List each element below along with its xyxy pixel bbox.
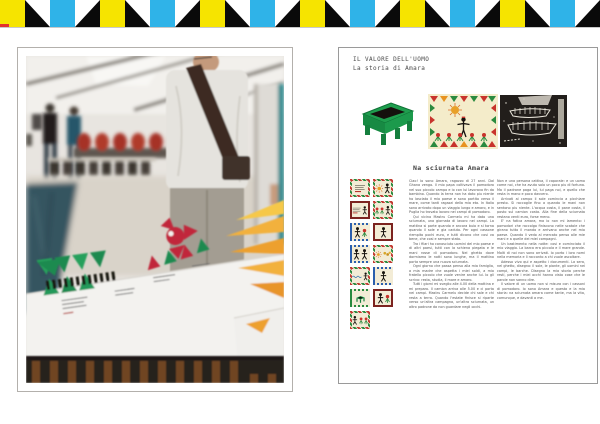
border-cell-cyan (550, 0, 575, 27)
border-cell-yellow (400, 0, 425, 27)
body-paragraph: Ogni giorno che passa penso alla mia famiglia, a mia madre che aspetta i miei soldi, a mio fratello piccolo che vuole venire anche lui. Io gli scrivo: resta, studia, il mare e amaro. (409, 264, 494, 282)
decorative-border (0, 0, 600, 28)
page-subtitle: La storia di Amara (353, 65, 426, 72)
border-cell-tri-right (175, 0, 200, 27)
story-stamp-textlines (350, 179, 370, 197)
border-cell-tri-left (25, 0, 50, 27)
framed-photo (17, 47, 293, 392)
border-cell-cyan (150, 0, 175, 27)
story-stamp-sun-figure (373, 179, 393, 197)
border-cell-yellow (0, 0, 25, 27)
body-paragraph: Qui vicino Mastru Carmelu mi ha dato una sciurnata, una giornata di lavoro nei campi. La mattina si parte quando e ancora buio e si torna quando il sole e gia caduto. Per ogni cassone riempito pochi euro, e tutti dicono che cosi va bene, che cosi e sempre stato. (409, 214, 494, 242)
stamp-column-left (350, 179, 370, 329)
border-cell-tri-left (225, 0, 250, 27)
border-cell-tri-left (125, 0, 150, 27)
story-stamp-textlines-figure (350, 201, 370, 219)
border-cell-yellow (100, 0, 125, 27)
body-paragraph: Un bastimento nella notte: cosi e cominciato il mio viaggio. La barca era piccola e il mare grande. Molti di noi non sono arrivati. Io porto i loro nomi nella memoria e li racconto a chi vuole ascoltare. (497, 241, 585, 260)
border-cell-tri-right (475, 0, 500, 27)
stamp-column-right (373, 179, 393, 307)
border-cell-cyan (450, 0, 475, 27)
border-cell-cyan (350, 0, 375, 27)
border-cell-tri-left (325, 0, 350, 27)
story-stamp-stool (350, 289, 370, 307)
gallery-photo-art (26, 56, 284, 383)
border-cell-tri-right (575, 0, 600, 27)
body-paragraph: Il valore di un uomo non si misura con i cassoni di pomodoro. Io sono Amara e questa e la mia storia: na sciurnata amara come tante, ma la vita, comunque, e davanti a me. (497, 282, 585, 300)
body-paragraph: Non e una persona cattiva, il caporale: e un uomo come noi, che ha avuto solo un poco piu di fortuna. Ma il padrone paga lui, lui paga noi, e quello che resta in mano e poco davvero. (497, 179, 585, 197)
border-cell-cyan (50, 0, 75, 27)
body-paragraph: Tutti i giorni mi sveglio alle 4.00 della mattina e mi preparo. Il camion arriva alle 5.00 e ci porta nei campi. Mastru Carmelu decide chi sale e chi resta a terra. Quando l'estate finisce si riparte verso un'altra campagna, un'altra sciurnata, un altro padrone da non guardare negli occhi. (409, 282, 494, 309)
border-cell-tri-right (375, 0, 400, 27)
bag-body (222, 156, 250, 180)
border-cell-tri-right (275, 0, 300, 27)
story-stamp-plant-plant-figure (373, 201, 393, 219)
story-page (338, 47, 598, 384)
border-cell-yellow (200, 0, 225, 27)
story-stamp-sun-coins (373, 245, 393, 263)
body-text-column-1 (409, 179, 494, 381)
border-cell-yellow (300, 0, 325, 27)
chalk-boats-blackboard-photo (500, 95, 567, 147)
section-heading: Na sciurnata Amara (413, 164, 489, 172)
green-stool-illustration (357, 94, 421, 149)
story-stamp-figure-plant (373, 289, 393, 307)
body-paragraph: Adesso vivo qui e aspetto i documenti. La sera, nel ghetto, disegno: il sole, le piante, gli uomini nei campi, le barche. Disegno la mia storia perche resti, perche i miei occhi hanno visto cose che le parole non sanno dire. (497, 259, 585, 282)
story-stamp-figure (373, 267, 393, 285)
body-paragraph: Arrivati al campo il sole comincia a picchiare presto. Si raccoglie fino a quando le mani non sentono piu niente. L'acqua costa, il pane costa, il posto sul camion costa. Alla fine della sciurnata restano venti euro, forse meno. (497, 196, 585, 219)
border-cell-tri-right (75, 0, 100, 27)
body-paragraph: Tra i filari ho conosciuto uomini del mio paese e di altri paesi, tutti con la schiena piegata e le mani rosse di pomodoro. Nel ghetto dove dormiamo le notti sono lunghe, ma il mattino porta sempre una nuova sciurnata. (409, 241, 494, 264)
border-red-accent (0, 24, 9, 27)
body-paragraph: Ciao! Io sono Amara, ragazzo di 27 anni. Dal Ghana vengo. Il mio papa coltivava il pomodoro nel suo piccolo campo e io con lui lavoravo fin da bambino. Quando la terra non ha dato piu niente ho lasciato il mio paese e sono partito verso il mare, come tanti ragazzi della mia eta. In Italia sono arrivato dopo un viaggio lungo e amaro, e in Puglia ho trovato lavoro nei campi di pomodoro. (409, 179, 494, 215)
story-stamp-figure-plant (350, 223, 370, 241)
body-text-column-2 (497, 179, 585, 381)
body-paragraph: E' na fatica amara, ma io non mi lamento: i pomodori che raccolgo finiscono nelle scatole che girano tutto il mondo e arrivano anche nel mio paese. Quando li vedo al mercato penso alle mie mani e a quelle dei miei compagni. (497, 219, 585, 242)
folk-painting-sun-figure-plants (428, 94, 498, 149)
story-stamp-waves-figure (350, 267, 370, 285)
story-stamp-figure (373, 223, 393, 241)
sun (448, 103, 462, 117)
gallery-photo (26, 56, 284, 383)
border-cell-yellow (500, 0, 525, 27)
border-cell-tri-left (525, 0, 550, 27)
story-stamp-figure-plant-plant (350, 311, 370, 329)
story-stamp-figure-figure (350, 245, 370, 263)
border-cell-cyan (250, 0, 275, 27)
border-cell-tri-left (425, 0, 450, 27)
crate (26, 356, 284, 383)
page-title: IL VALORE DELL'UOMO (353, 56, 430, 63)
